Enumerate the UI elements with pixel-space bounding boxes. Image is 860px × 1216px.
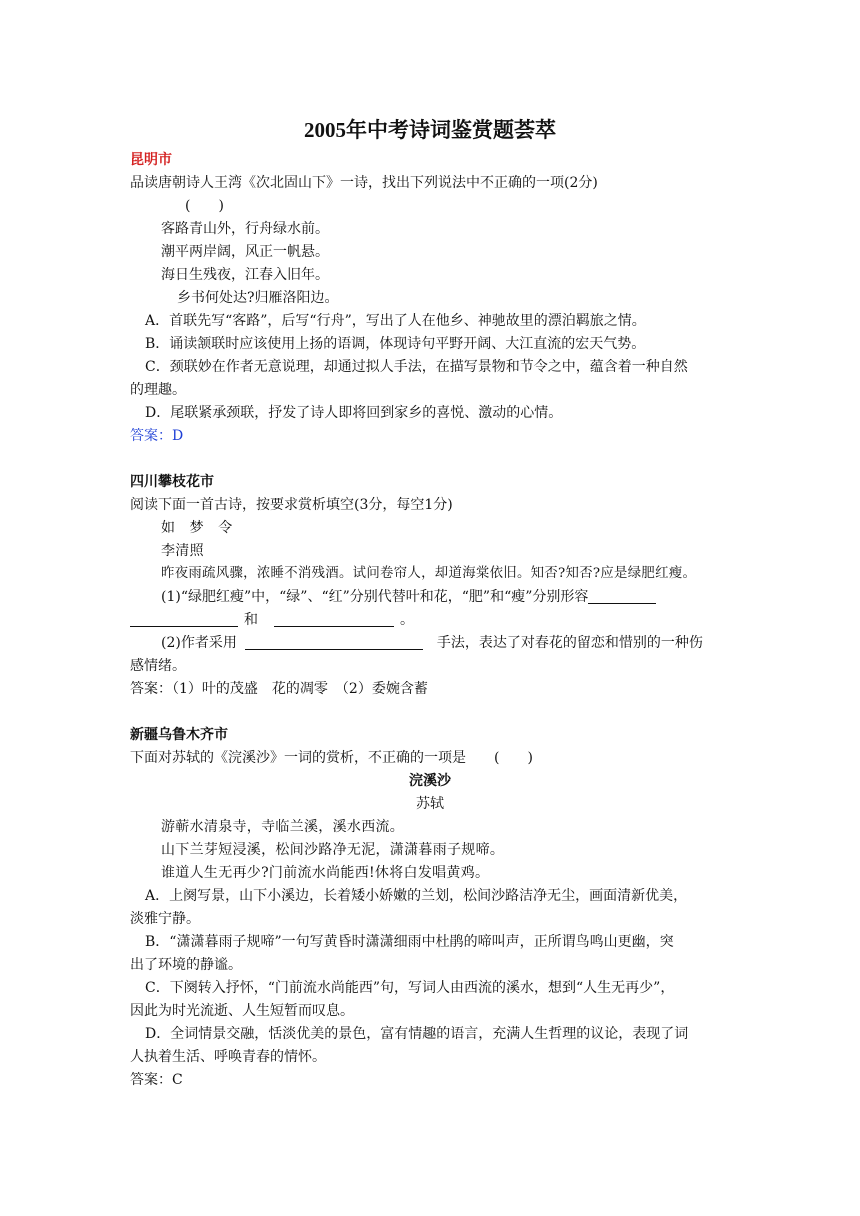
poem-author: 苏轼 xyxy=(416,796,444,812)
poem-author: 李清照 xyxy=(161,543,204,559)
poem-line: 潮平两岸阔，风正一帆悬。 xyxy=(161,244,329,260)
answer-line: 答案：C xyxy=(130,1072,183,1088)
fill-blank[interactable] xyxy=(274,612,394,627)
option-c: C．下阕转入抒怀，“门前流水尚能西”句，写词人由西流的溪水，想到“人生无再少”， xyxy=(145,980,675,996)
option-d: D．尾联紧承颈联，抒发了诗人即将回到家乡的喜悦、激动的心情。 xyxy=(145,405,563,421)
sub-question-1-text: (1)“绿肥红瘦”中，“绿”、“红”分别代替叶和花，“肥”和“瘦”分别形容 xyxy=(161,589,589,605)
question-text: 品读唐朝诗人王湾《次北固山下》一诗，找出下列说法中不正确的一项(2分) xyxy=(130,175,598,191)
option-a-cont: 淡雅宁静。 xyxy=(130,911,200,927)
poem-line: 谁道人生无再少?门前流水尚能西!休将白发唱黄鸡。 xyxy=(161,865,490,881)
option-c-cont: 的理趣。 xyxy=(130,382,186,398)
section-heading-panzhihua: 四川攀枝花市 xyxy=(130,474,214,490)
document-title: 2005年中考诗词鉴赏题荟萃 xyxy=(304,118,556,142)
question-text: 下面对苏轼的《浣溪沙》一词的赏析，不正确的一项是 ( ) xyxy=(130,750,533,766)
poem-line: 乡书何处达?归雁洛阳边。 xyxy=(177,290,339,306)
poem-title: 如 梦 令 xyxy=(161,520,233,536)
poem-preface: 游蕲水清泉寺，寺临兰溪，溪水西流。 xyxy=(161,819,405,835)
answer-line: 答案：（1）叶的茂盛 花的凋零 （2）委婉含蓄 xyxy=(130,681,428,697)
answer-line: 答案：D xyxy=(130,428,184,444)
sub-question-1 xyxy=(161,587,656,607)
fill-blank[interactable] xyxy=(130,612,238,627)
answer-paren: ( ) xyxy=(185,198,224,214)
poem-line: 山下兰芽短浸溪，松间沙路净无泥，潇潇暮雨子规啼。 xyxy=(161,842,505,858)
option-d: D．全词情景交融，恬淡优美的景色，富有情趣的语言，充满人生哲理的议论，表现了词 xyxy=(145,1026,689,1042)
sub-question-2 xyxy=(161,633,703,653)
option-b-cont: 出了环境的静谧。 xyxy=(130,957,242,973)
question-text: 阅读下面一首古诗，按要求赏析填空(3分，每空1分) xyxy=(130,497,453,513)
option-c: C．颈联妙在作者无意说理，却通过拟人手法，在描写景物和节令之中，蕴含着一种自然 xyxy=(145,359,688,375)
poem-text: 昨夜雨疏风骤，浓睡不消残酒。试问卷帘人，却道海棠依旧。知否?知否?应是绿肥红瘦。 xyxy=(161,566,697,581)
section-heading-kunming: 昆明市 xyxy=(130,152,172,168)
sub-question-2-cont: 感情绪。 xyxy=(130,658,186,674)
option-b: B．诵读颔联时应该使用上扬的语调，体现诗句平野开阔、大江直流的宏天气势。 xyxy=(145,336,646,352)
sub-question-2-text-b: 手法，表达了对春花的留恋和惜别的一种伤 xyxy=(436,635,703,651)
fill-blank[interactable] xyxy=(588,589,656,604)
option-d-cont: 人执着生活、呼唤青春的情怀。 xyxy=(130,1049,326,1065)
option-a: A．首联先写“客路”，后写“行舟”，写出了人在他乡、神驰故里的漂泊羁旅之情。 xyxy=(145,313,646,329)
option-a: A．上阕写景，山下小溪边，长着矮小娇嫩的兰划，松间沙路洁净无尘，画面清新优美， xyxy=(145,888,688,904)
conjunction: 和 xyxy=(244,612,258,628)
sub-question-1-cont xyxy=(130,610,414,630)
section-heading-urumqi: 新疆乌鲁木齐市 xyxy=(130,727,228,743)
poem-line: 海日生残夜，江春入旧年。 xyxy=(161,267,329,283)
fill-blank[interactable] xyxy=(245,635,423,650)
option-b: B．“潇潇暮雨子规啼”一句写黄昏时潇潇细雨中杜鹃的啼叫声，正所谓鸟鸣山更幽，突 xyxy=(145,934,674,950)
option-c-cont: 因此为时光流逝、人生短暂而叹息。 xyxy=(130,1003,354,1019)
sub-question-2-text: (2)作者采用 xyxy=(161,635,237,651)
period: 。 xyxy=(400,612,414,628)
poem-title: 浣溪沙 xyxy=(409,773,451,789)
poem-line: 客路青山外，行舟绿水前。 xyxy=(161,221,329,237)
